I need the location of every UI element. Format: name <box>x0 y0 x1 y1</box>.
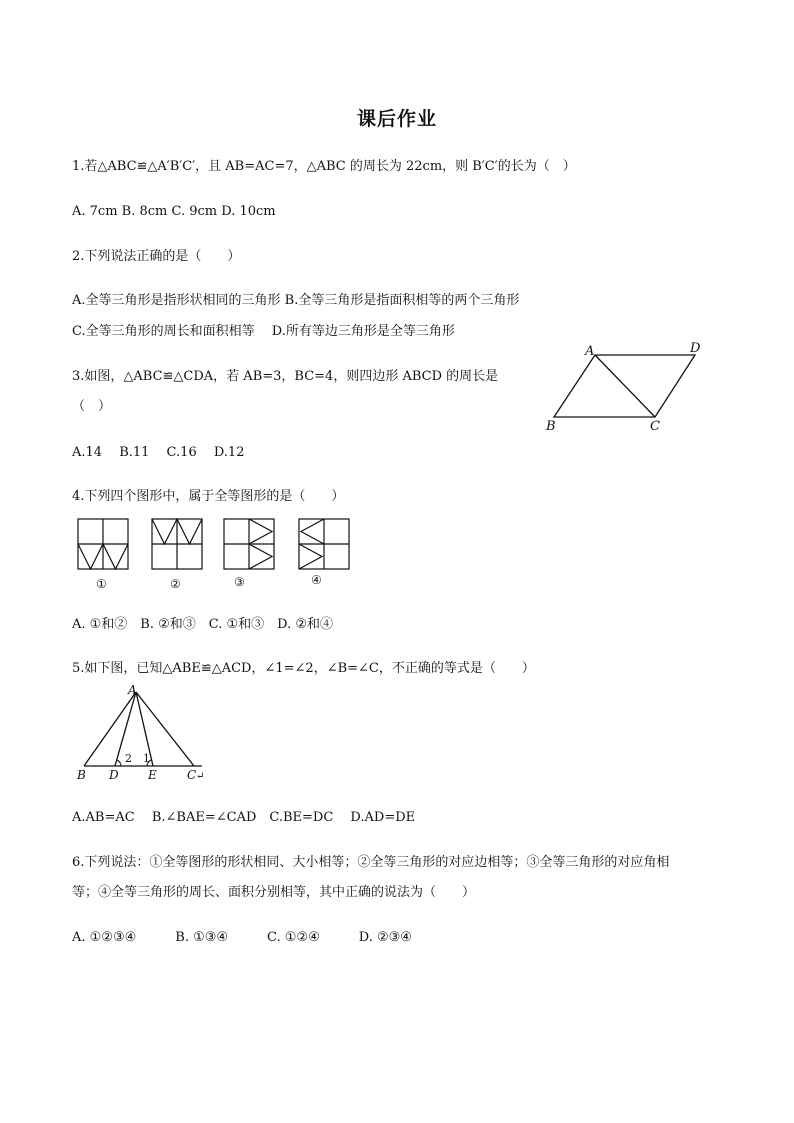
vertex-label-d: D <box>109 768 119 782</box>
question-3-stem-line-2: （ ） <box>72 399 112 414</box>
triangle-figure <box>72 684 222 784</box>
square-figure-1 <box>78 519 128 569</box>
vertex-label-c: C <box>187 768 197 782</box>
vertex-label-e: E <box>148 768 157 782</box>
square-figure-4 <box>299 519 349 569</box>
return-mark: ↵ <box>196 771 205 782</box>
angle-2-arc <box>117 760 121 766</box>
question-6-stem-line-1: 6.下列说法：①全等图形的形状相同、大小相等；②全等三角形的对应边相等；③全等三角形的对应角相 <box>72 855 670 870</box>
four-squares-figure <box>74 516 364 596</box>
square-figure-2 <box>152 519 202 569</box>
question-6-stem-line-2: 等；④全等三角形的周长、面积分别相等，其中正确的说法为（ ） <box>72 885 476 900</box>
vertex-label-c: C <box>650 419 660 434</box>
square-figure-3 <box>224 519 274 569</box>
square-label-2: ② <box>170 577 181 591</box>
vertex-label-d: D <box>690 341 701 356</box>
question-3-options: A.14 B.11 C.16 D.12 <box>72 445 245 460</box>
question-4-options: A. ①和② B. ②和③ C. ①和③ D. ②和④ <box>72 617 334 632</box>
vertex-label-a: A <box>585 344 595 359</box>
question-2-stem: 2.下列说法正确的是（ ） <box>72 249 241 264</box>
page-title: 课后作业 <box>356 108 437 130</box>
question-5-options: A.AB=AC B.∠BAE=∠CAD C.BE=DC D.AD=DE <box>72 810 416 825</box>
question-5-stem: 5.如下图，已知△ABE≌△ACD，∠1=∠2，∠B=∠C，不正确的等式是（ ） <box>72 661 535 676</box>
angle-label-2: 2 <box>125 752 132 765</box>
vertex-label-b: B <box>546 419 556 434</box>
question-4-stem: 4.下列四个图形中，属于全等图形的是（ ） <box>72 489 345 504</box>
question-2-options-line-2: C.全等三角形的周长和面积相等 D.所有等边三角形是全等三角形 <box>72 324 455 339</box>
question-6-options: A. ①②③④ B. ①③④ C. ①②④ D. ②③④ <box>72 930 412 945</box>
square-label-4: ④ <box>311 573 322 587</box>
square-label-1: ① <box>96 577 107 591</box>
angle-label-1: 1 <box>143 752 150 765</box>
diagonal-ac <box>595 355 655 417</box>
question-1-options: A. 7cm B. 8cm C. 9cm D. 10cm <box>72 204 276 219</box>
vertex-label-b: B <box>77 768 86 782</box>
parallelogram-figure <box>540 340 720 435</box>
question-1-stem: 1.若△ABC≌△A′B′C′，且 AB=AC=7，△ABC 的周长为 22cm，则 B′C′的长为（ ） <box>72 159 576 174</box>
vertex-label-a: A <box>128 684 137 697</box>
question-2-options-line-1: A.全等三角形是指形状相同的三角形 B.全等三角形是指面积相等的两个三角形 <box>72 293 520 308</box>
square-label-3: ③ <box>234 575 245 589</box>
question-3-stem-line-1: 3.如图，△ABC≌△CDA，若 AB=3，BC=4，则四边形 ABCD 的周长是 <box>72 369 499 384</box>
